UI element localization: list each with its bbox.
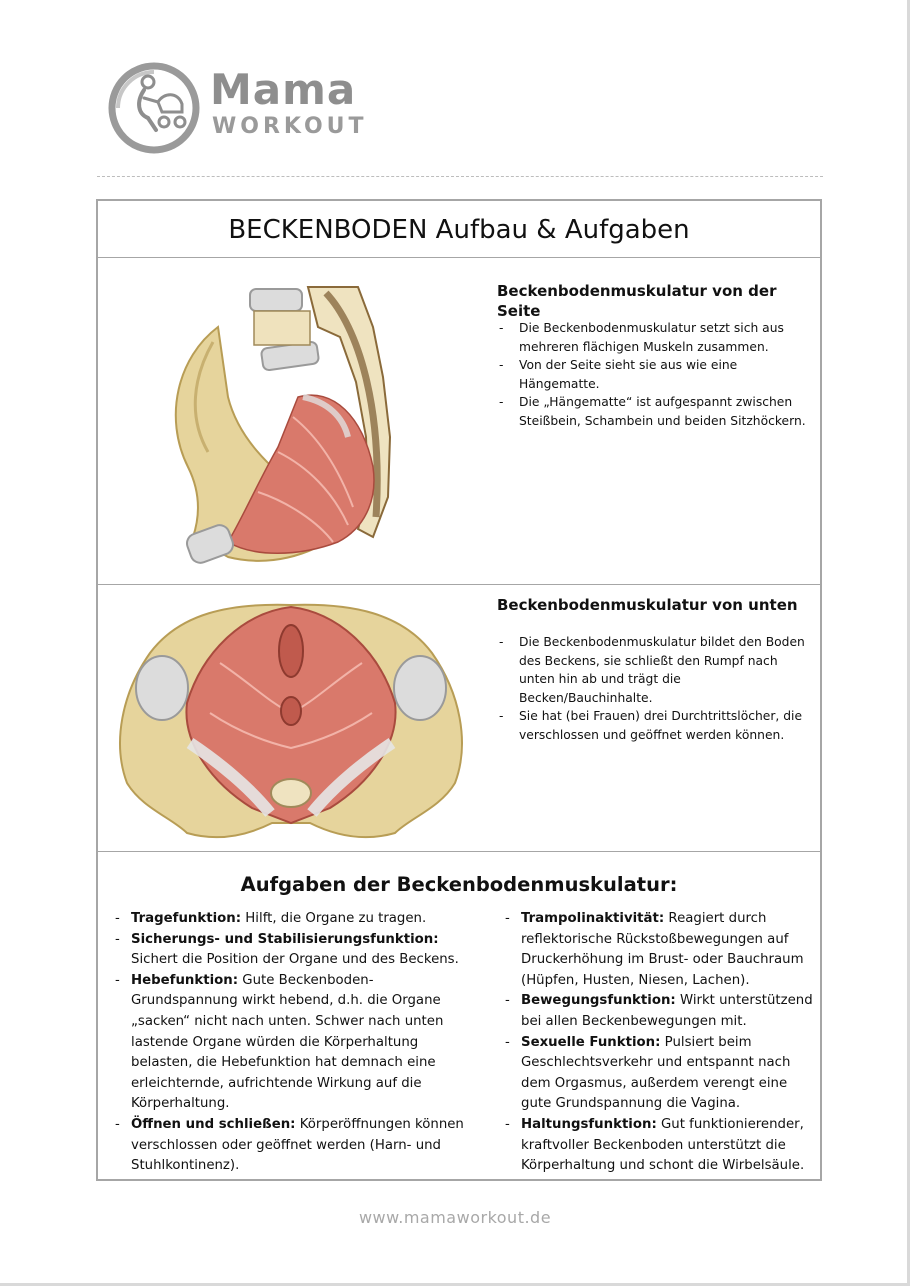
list-item bbox=[498, 909, 820, 991]
mother-stroller-logo-icon bbox=[108, 62, 200, 154]
page-title: BECKENBODEN Aufbau & Aufgaben bbox=[228, 215, 690, 245]
list-item bbox=[108, 930, 473, 971]
list-item bbox=[108, 909, 473, 930]
pelvic-floor-side-view-illustration bbox=[158, 267, 428, 577]
title-row bbox=[98, 201, 820, 258]
description: Wirkt unterstützend bei allen Beckenbewegungen mit. bbox=[521, 993, 813, 1029]
header-divider bbox=[97, 176, 823, 177]
footer-url: www.mamaworkout.de bbox=[358, 1208, 552, 1227]
list-item bbox=[108, 1115, 473, 1177]
term: Sicherungs- und Stabilisierungsfunktion: bbox=[131, 931, 439, 947]
side-view-heading: Beckenbodenmuskulatur von der Seite bbox=[497, 282, 777, 320]
description: Gut funktionierender, kraftvoller Beckenboden unterstützt die Körperhaltung und schont die Wirbelsäule. bbox=[521, 1116, 805, 1174]
logo bbox=[108, 62, 378, 158]
description: Reagiert durch reflektorische Rückstoßbewegungen auf Druckerhöhung im Brust- oder Bauchraum (Hüpfen, Husten, Niesen, Lachen). bbox=[521, 911, 804, 988]
bottom-view-section bbox=[98, 585, 820, 852]
list-item bbox=[498, 991, 820, 1032]
description: Körperöffnungen können verschlossen oder geöffnet werden (Harn- und Stuhlkontinenz). bbox=[131, 1116, 464, 1174]
aufgaben-heading: Aufgaben der Beckenbodenmuskulatur: bbox=[240, 873, 678, 896]
list-item: - Die Beckenbodenmuskulatur setzt sich aus mehreren flächigen Muskeln zusammen. bbox=[496, 319, 816, 356]
aufgaben-right-column bbox=[498, 909, 820, 1177]
description: Hilft, die Organe zu tragen. bbox=[241, 911, 427, 926]
term: Sexuelle Funktion: bbox=[521, 1034, 661, 1050]
bottom-view-bullets bbox=[496, 633, 816, 745]
list-item: - Die Beckenbodenmuskulatur bildet den Boden des Beckens, sie schließt den Rumpf nach unten hin ab und trägt die Becken/Bauchinhalte. bbox=[496, 633, 816, 707]
content-frame bbox=[96, 199, 822, 1181]
pelvic-floor-bottom-view-illustration bbox=[110, 593, 472, 847]
list-item bbox=[498, 1033, 820, 1115]
aufgaben-left-column bbox=[108, 909, 473, 1177]
term: Öffnen und schließen: bbox=[131, 1116, 296, 1132]
side-view-bullets bbox=[496, 319, 816, 431]
list-item: - Die „Hängematte“ ist aufgespannt zwischen Steißbein, Schambein und beiden Sitzhöckern. bbox=[496, 393, 816, 430]
term: Tragefunktion: bbox=[131, 911, 242, 926]
list-item bbox=[498, 1115, 820, 1177]
list-item: - Von der Seite sieht sie aus wie eine Hängematte. bbox=[496, 356, 816, 393]
logo-text-mama: Mama bbox=[210, 65, 357, 114]
term: Haltungsfunktion: bbox=[521, 1116, 657, 1132]
term: Hebefunktion: bbox=[131, 972, 239, 988]
list-item bbox=[108, 971, 473, 1115]
aufgaben-section bbox=[98, 852, 820, 1179]
description: Sichert die Position der Organe und des Beckens. bbox=[131, 952, 459, 968]
description: Gute Beckenboden-Grundspannung wirkt hebend, d.h. die Organe „sacken“ nicht nach unten. Schwer nach unten lastende Organe würden die Körperhaltung belasten, die Hebefunktion hat demnach eine erleichternde, aufrichtende Wirkung auf die Körperhaltung. bbox=[131, 972, 444, 1112]
term: Bewegungsfunktion: bbox=[521, 993, 676, 1009]
bottom-view-heading: Beckenbodenmuskulatur von unten bbox=[497, 596, 798, 614]
term: Trampolinaktivität: bbox=[521, 911, 665, 926]
description: Pulsiert beim Geschlechtsverkehr und entspannt nach dem Orgasmus, außerdem verengt eine gute Grundspannung die Vagina. bbox=[521, 1034, 791, 1112]
logo-text-workout: WORKOUT bbox=[212, 114, 368, 139]
list-item: - Sie hat (bei Frauen) drei Durchtrittslöcher, die verschlossen und geöffnet werden können. bbox=[496, 707, 816, 744]
side-view-section bbox=[98, 257, 820, 585]
